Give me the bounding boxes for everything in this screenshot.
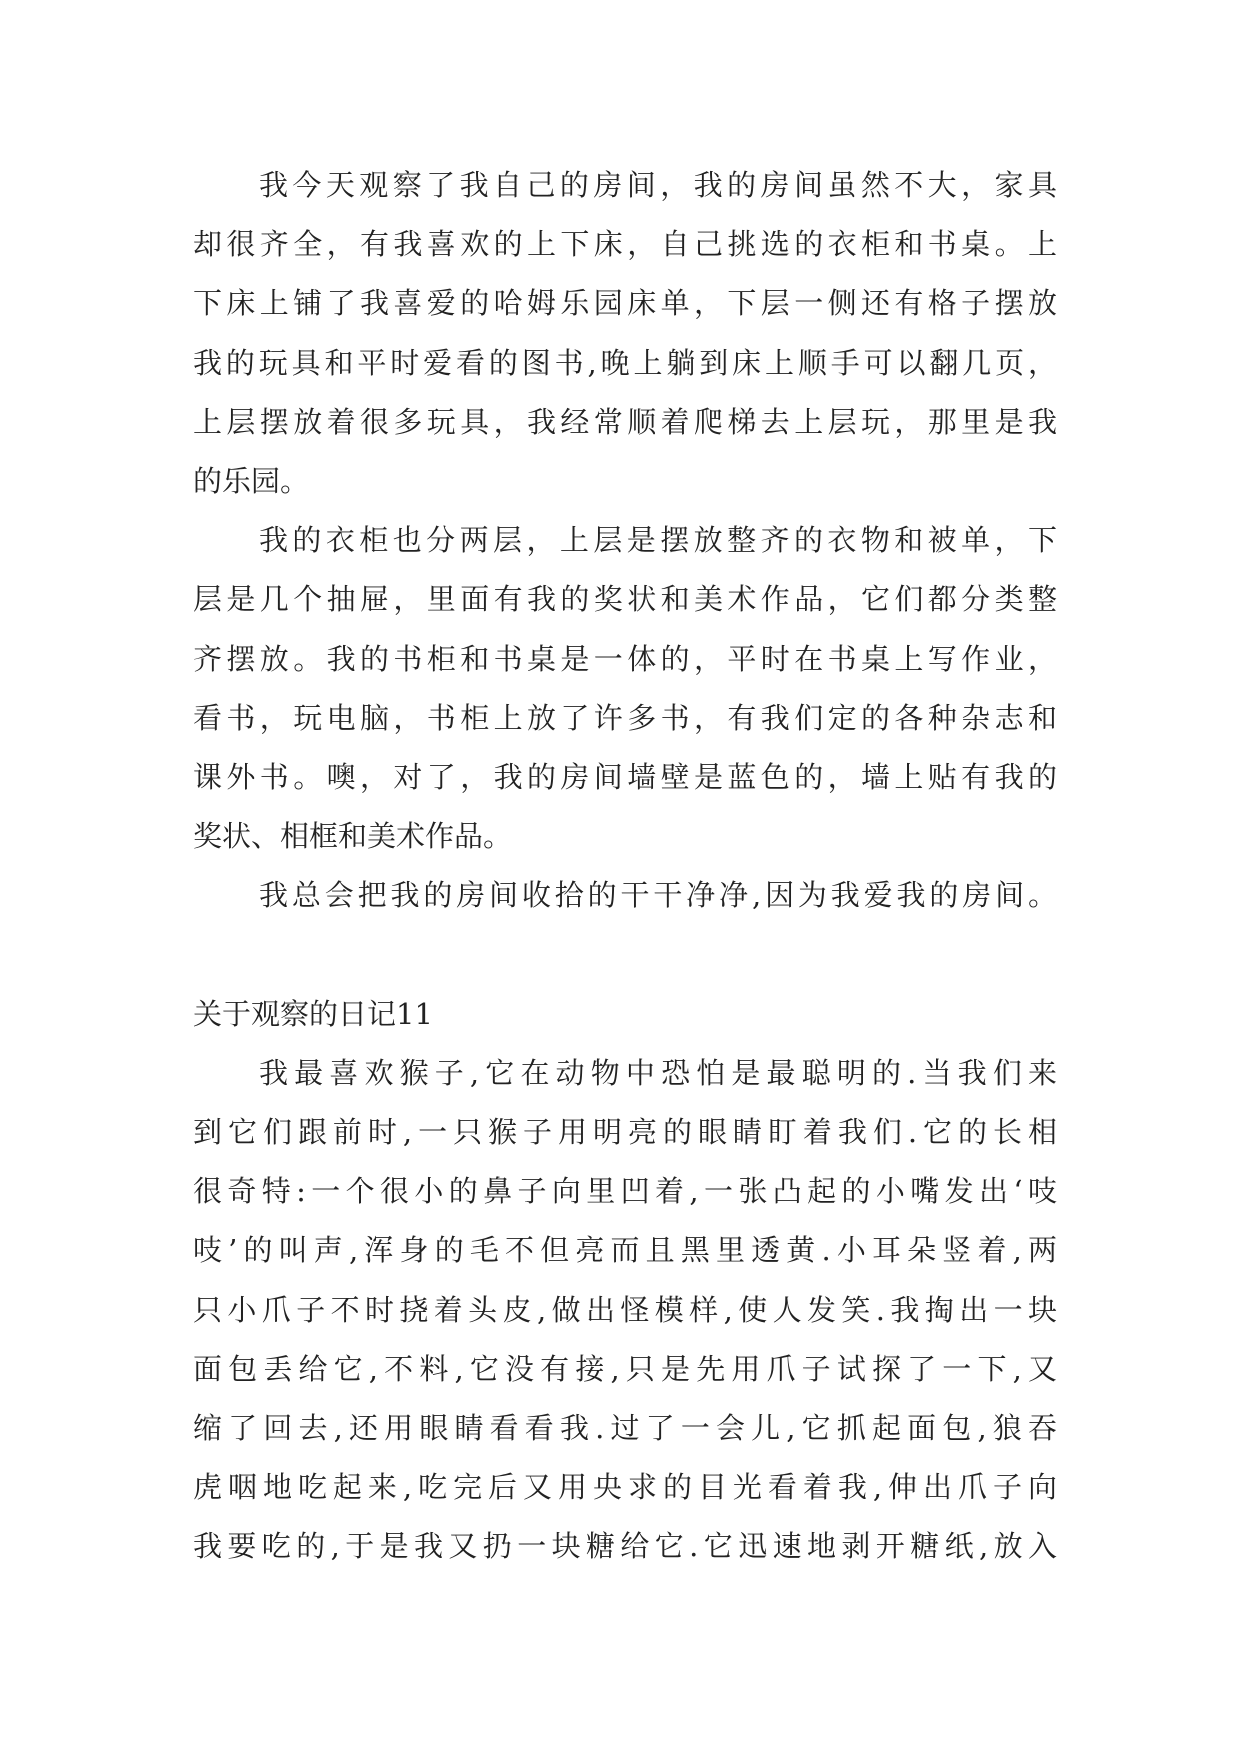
text-line: 齐摆放。我的书柜和书桌是一体的，平时在书桌上写作业， bbox=[193, 641, 1057, 676]
text-line: 层是几个抽屉，里面有我的奖状和美术作品，它们都分类整 bbox=[193, 582, 1057, 617]
text-line: 到它们跟前时,一只猴子用明亮的眼睛盯着我们.它的长相 bbox=[193, 1115, 1057, 1149]
text-line: 上层摆放着很多玩具，我经常顺着爬梯去上层玩，那里是我 bbox=[193, 404, 1057, 439]
text-line: 缩了回去,还用眼睛看看我.过了一会儿,它抓起面包,狼吞 bbox=[193, 1410, 1057, 1445]
section-title: 关于观察的日记11 bbox=[193, 996, 433, 1031]
text-line: 奖状、相框和美术作品。 bbox=[193, 819, 513, 854]
paragraph-monkey bbox=[193, 1044, 1057, 1577]
document-body bbox=[193, 156, 1057, 1577]
text-line: 虎咽地吃起来,吃完后又用央求的目光看着我,伸出爪子向 bbox=[193, 1470, 1057, 1505]
text-line: 我今天观察了我自己的房间，我的房间虽然不大，家具 bbox=[259, 168, 1057, 202]
text-line: 下床上铺了我喜爱的哈姆乐园床单，下层一侧还有格子摆放 bbox=[193, 286, 1057, 321]
blank-line bbox=[193, 925, 1057, 984]
text-line: 很奇特:一个很小的鼻子向里凹着,一张凸起的小嘴发出‘吱 bbox=[193, 1174, 1057, 1209]
text-line: 吱’的叫声,浑身的毛不但亮而且黑里透黄.小耳朵竖着,两 bbox=[193, 1233, 1057, 1268]
text-line: 我最喜欢猴子,它在动物中恐怕是最聪明的.当我们来 bbox=[259, 1055, 1057, 1090]
text-line: 却很齐全，有我喜欢的上下床，自己挑选的衣柜和书桌。上 bbox=[193, 227, 1057, 262]
text-line: 面包丢给它,不料,它没有接,只是先用爪子试探了一下,又 bbox=[193, 1351, 1057, 1386]
paragraph-room-intro bbox=[193, 156, 1057, 511]
paragraph-conclusion bbox=[193, 866, 1057, 925]
paragraph-wardrobe bbox=[193, 511, 1057, 866]
text-line: 我的衣柜也分两层，上层是摆放整齐的衣物和被单，下 bbox=[259, 523, 1057, 558]
text-line: 我要吃的,于是我又扔一块糖给它.它迅速地剥开糖纸,放入 bbox=[193, 1529, 1057, 1564]
text-line: 我的玩具和平时爱看的图书,晚上躺到床上顺手可以翻几页， bbox=[193, 345, 1057, 380]
text-line: 我总会把我的房间收拾的干干净净,因为我爱我的房间。 bbox=[259, 878, 1057, 913]
text-line: 看书，玩电脑，书柜上放了许多书，有我们定的各种杂志和 bbox=[193, 700, 1057, 735]
text-line: 只小爪子不时挠着头皮,做出怪模样,使人发笑.我掏出一块 bbox=[193, 1292, 1057, 1327]
text-line: 课外书。噢，对了，我的房间墙壁是蓝色的，墙上贴有我的 bbox=[193, 759, 1057, 794]
text-line: 的乐园。 bbox=[193, 463, 310, 498]
